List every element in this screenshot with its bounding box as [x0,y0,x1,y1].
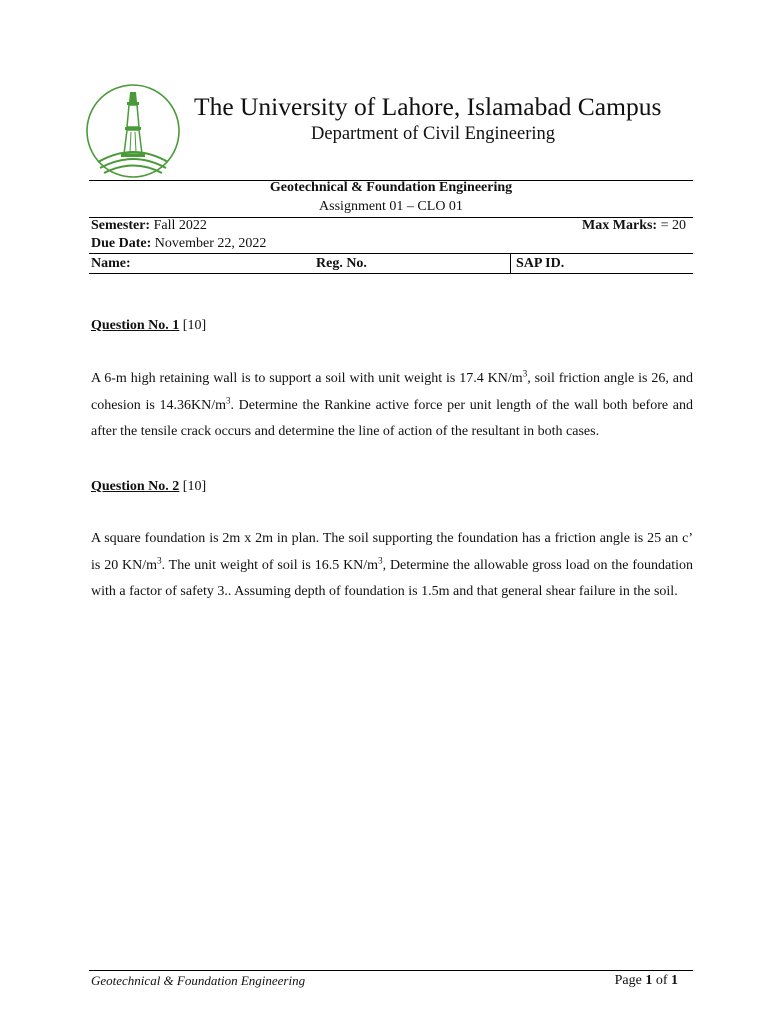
reg-no-label: Reg. No. [316,256,367,271]
question-2-heading [91,479,206,495]
page-number [615,973,678,989]
q1-text-part: . Determine the Rankine active force per unit length of the wall both before and after the tensile crack occurs and determine the line of action of the resultant in both cases. [91,397,693,440]
page-total: 1 [671,973,678,988]
page-prefix: Page [614,973,646,988]
sap-divider [510,253,511,273]
header-rule-3 [89,253,693,254]
q1-text-part: A 6-m high retaining wall is to support a soil with unit weight is 17.4 KN/m [91,371,523,386]
q2-text-part: . The unit weight of soil is 16.5 KN/m [161,557,379,573]
q1-superscript: 3 [522,368,528,379]
university-logo [84,82,182,180]
q1-text-part: , soil friction angle is 26, and cohesion is 14.36KN/m [91,371,693,413]
q2-superscript: 3 [378,555,383,566]
assignment-title: Assignment 01 – CLO 01 [319,199,463,214]
question-2-text [91,526,693,606]
due-date-label: Due Date: [91,236,152,251]
name-label: Name: [91,256,131,271]
sap-id-label: SAP ID. [516,256,565,271]
page-mid: of [652,973,671,988]
footer-rule [89,970,693,971]
question-1-title: Question No. 1 [91,318,180,333]
semester-row [91,218,207,234]
question-2-marks: [10] [179,479,207,494]
q2-text-part: A square foundation is 2m x 2m in plan. The soil supporting the foundation has a friction angle is 25 an c’ is 20 KN/m [91,531,693,573]
q1-superscript: 3 [225,395,231,406]
due-date-value: November 22, 2022 [151,236,267,251]
university-title: The University of Lahore, Islamabad Campus [194,92,662,121]
page-current: 1 [645,973,653,988]
q2-text-part: , Determine the allowable gross load on the foundation with a factor of safety 3.. Assuming depth of foundation is 1.5m and that general shear failure in the soil. [91,557,693,600]
semester-value: Fall 2022 [150,218,207,233]
course-title: Geotechnical & Foundation Engineering [269,180,513,195]
question-1-heading [91,318,206,334]
question-2-title: Question No. 2 [91,479,180,494]
max-marks [582,218,686,234]
due-date-row [91,236,266,252]
question-1-text [91,366,693,446]
semester-label: Semester: [91,218,151,233]
header-rule-bottom [89,273,693,274]
max-marks-label: Max Marks: [582,218,658,233]
q2-superscript: 3 [157,555,162,566]
max-marks-value: = 20 [657,218,686,233]
department-title: Department of Civil Engineering [311,124,556,144]
minar-logo-icon [84,82,182,180]
question-1-marks: [10] [179,318,207,333]
footer-course: Geotechnical & Foundation Engineering [91,973,306,988]
